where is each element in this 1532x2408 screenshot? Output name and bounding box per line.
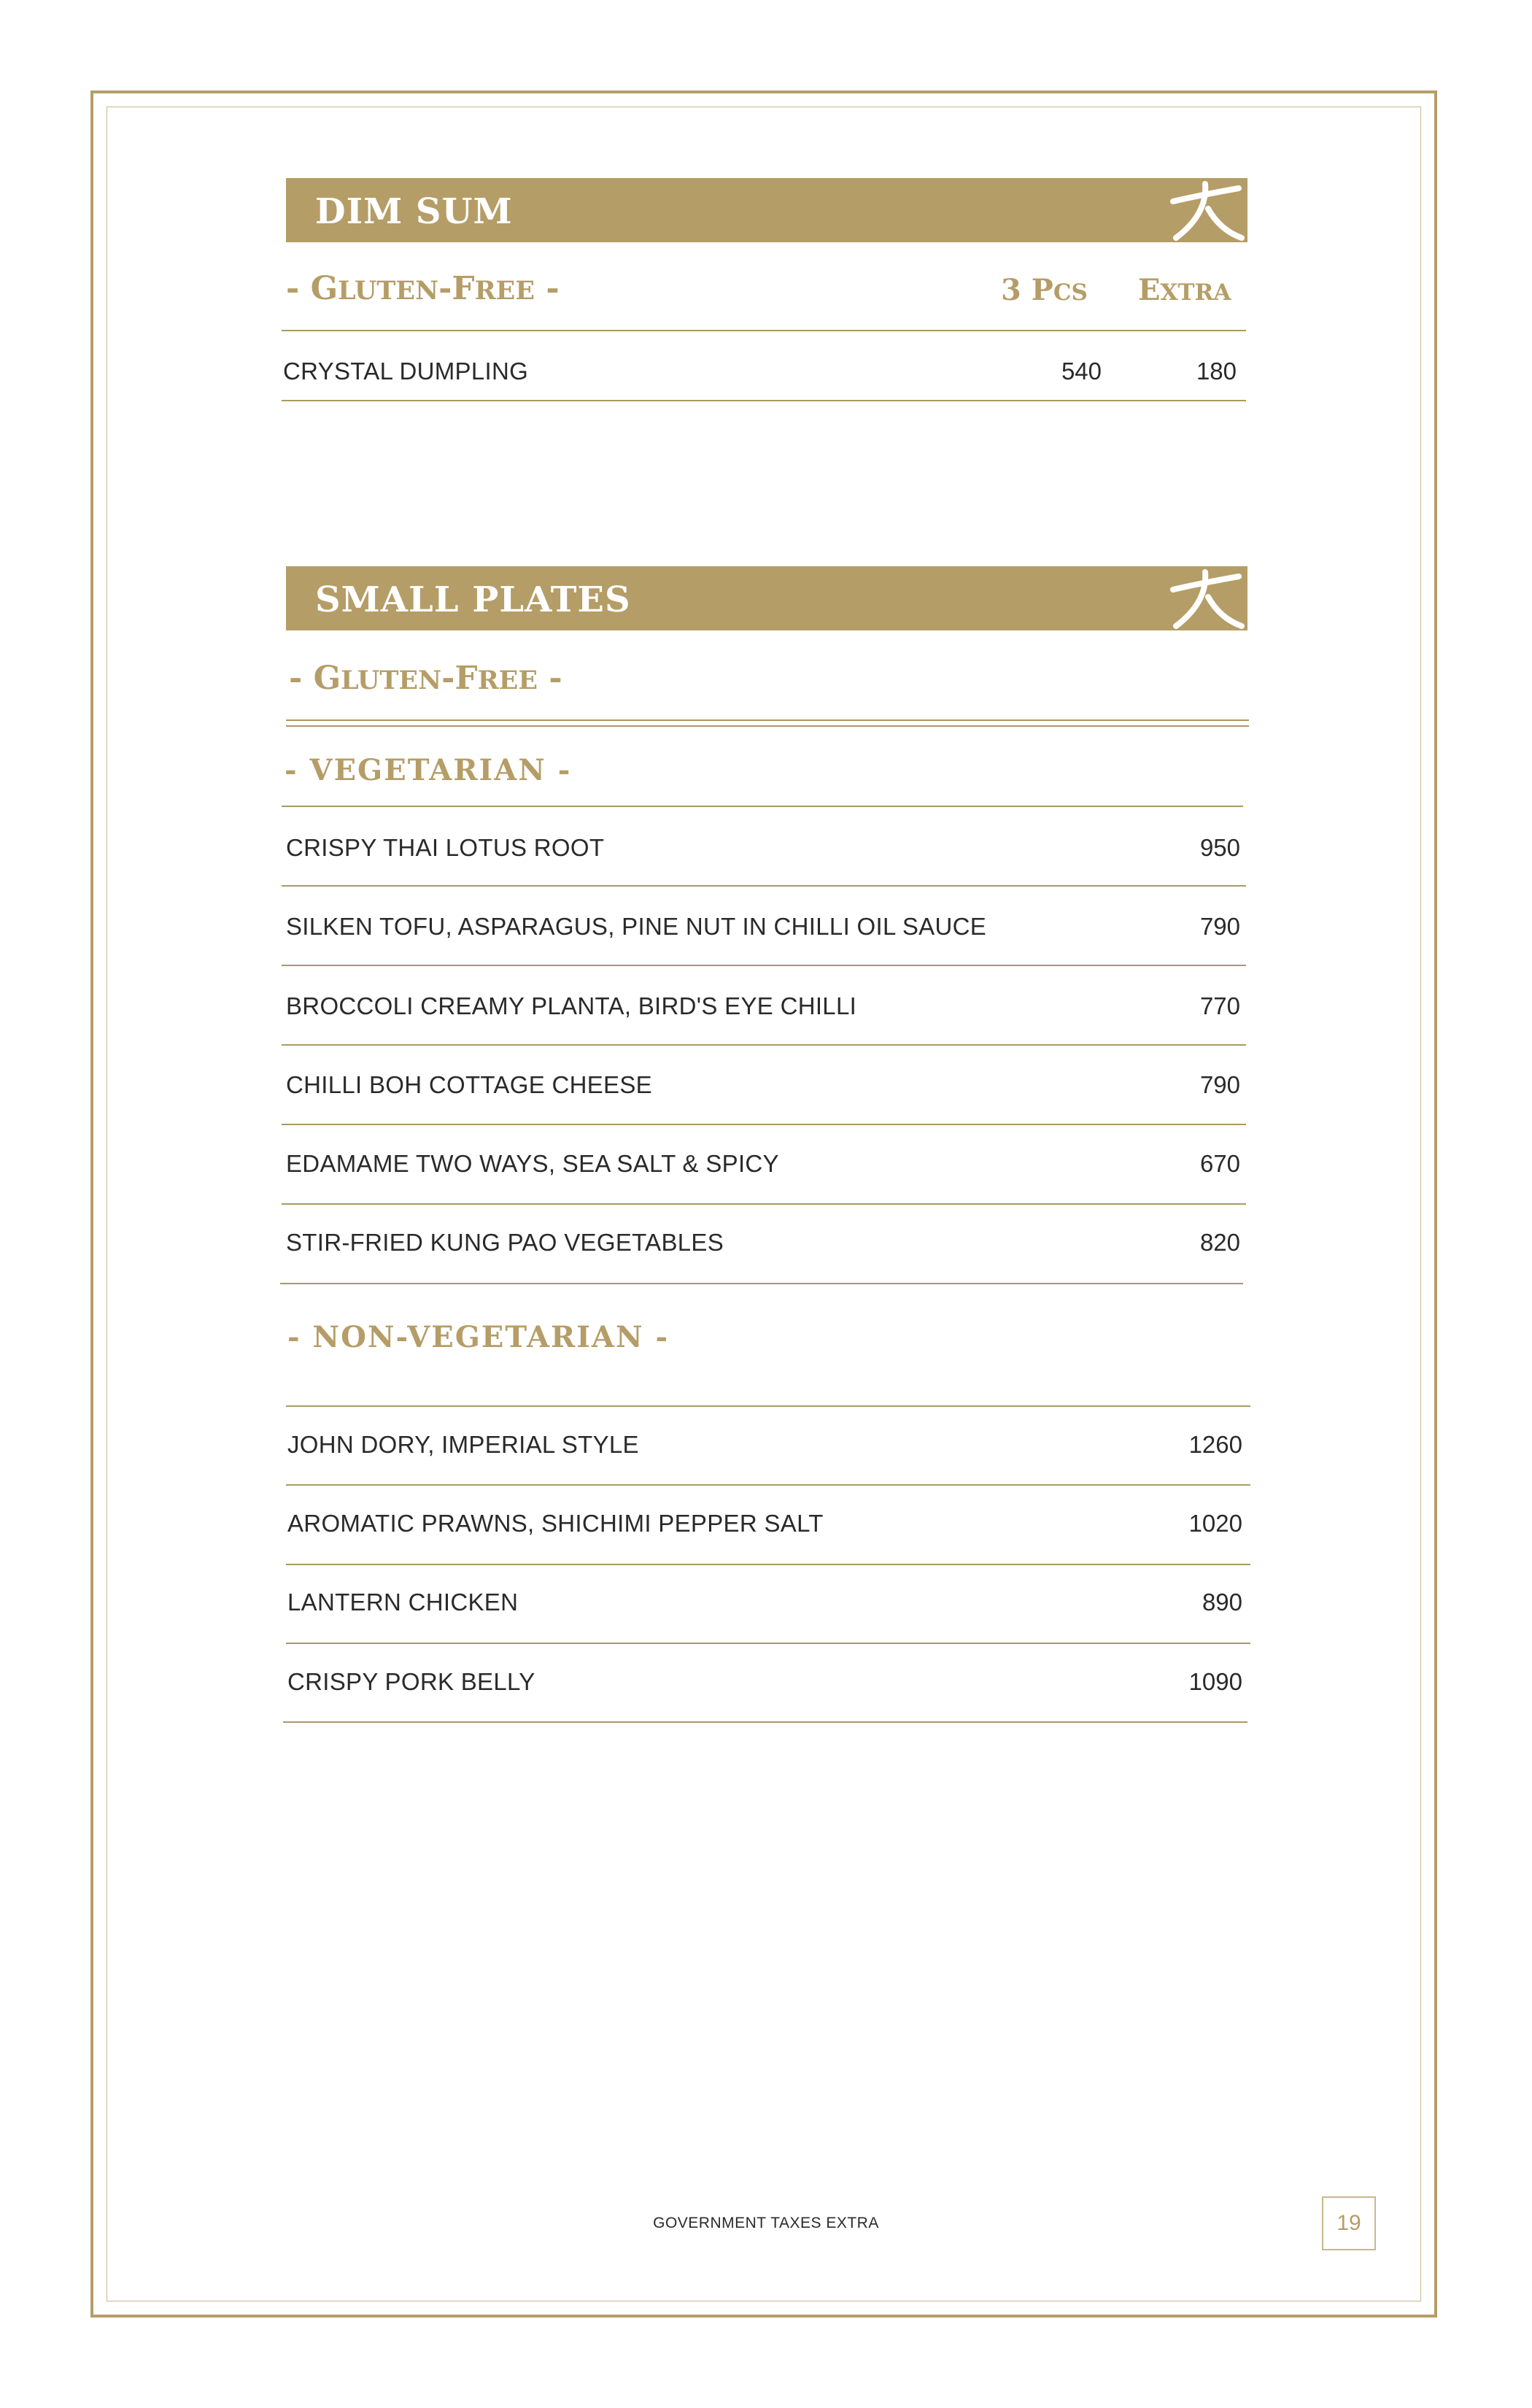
column-header-3-pcs: 3 PCS [1001,273,1088,307]
footer-note: GOVERNMENT TAXES EXTRA [653,2215,879,2231]
menu-item-price: 950 [1199,834,1240,861]
menu-item-name: EDAMAME TWO WAYS, SEA SALT & SPICY [286,1150,779,1177]
menu-item-name: SILKEN TOFU, ASPARAGUS, PINE NUT IN CHILLI OIL SAUCE [286,913,987,940]
menu-item-price: 1260 [1188,1431,1242,1458]
menu-item-name: CRISPY THAI LOTUS ROOT [286,834,605,861]
divider [282,885,1246,887]
divider [282,330,1246,331]
menu-item-price: 1090 [1188,1668,1242,1695]
divider [282,400,1246,401]
menu-item-price: 820 [1199,1229,1240,1256]
menu-item-price: 770 [1199,992,1240,1019]
non-vegetarian-label: - NON-VEGETARIAN - [287,1320,670,1354]
column-header-extra: EXTRA [1138,273,1231,307]
menu-item-price: 790 [1199,913,1240,940]
menu-item-name: BROCCOLI CREAMY PLANTA, BIRD'S EYE CHILLI [286,992,857,1019]
menu-item-name: LANTERN CHICKEN [287,1589,519,1616]
vegetarian-label: - VEGETARIAN - [285,753,572,787]
menu-item-name: STIR-FRIED KUNG PAO VEGETABLES [286,1229,724,1256]
divider [282,1044,1246,1046]
small-plates-gluten-free-label: - GLUTEN-FREE - [289,660,562,697]
divider [282,965,1246,966]
dim-sum-banner [286,178,1247,242]
divider [282,1124,1246,1125]
divider [286,1405,1250,1407]
divider [286,1643,1250,1644]
menu-item-name: CHILLI BOH COTTAGE CHEESE [286,1071,652,1098]
menu-item-name: JOHN DORY, IMPERIAL STYLE [287,1431,639,1458]
small-plates-banner [286,566,1247,630]
divider [280,1283,1243,1284]
divider [282,1203,1246,1205]
divider [286,1564,1250,1565]
menu-item-name: CRYSTAL DUMPLING [283,358,529,385]
small-plates-title: SMALL PLATES [315,579,631,620]
menu-item-price: 890 [1202,1589,1242,1616]
da-character-logo-icon [1163,568,1245,629]
dim-sum-title: DIM SUM [315,191,513,232]
divider [283,1721,1247,1723]
menu-item-extra-price: 180 [1196,358,1237,385]
divider [286,1484,1250,1486]
double-divider-top [286,719,1249,721]
double-divider-bottom [286,725,1249,727]
menu-item-price: 540 [1061,358,1102,385]
page-number: 19 [1322,2196,1376,2250]
da-character-logo-icon [1163,180,1245,241]
menu-item-price: 1020 [1188,1510,1242,1537]
menu-item-price: 670 [1199,1150,1240,1177]
dim-sum-gluten-free-label: - GLUTEN-FREE - [286,270,560,307]
menu-item-name: AROMATIC PRAWNS, SHICHIMI PEPPER SALT [287,1510,824,1537]
divider [282,806,1243,807]
menu-item-name: CRISPY PORK BELLY [287,1668,535,1695]
menu-item-price: 790 [1199,1071,1240,1098]
